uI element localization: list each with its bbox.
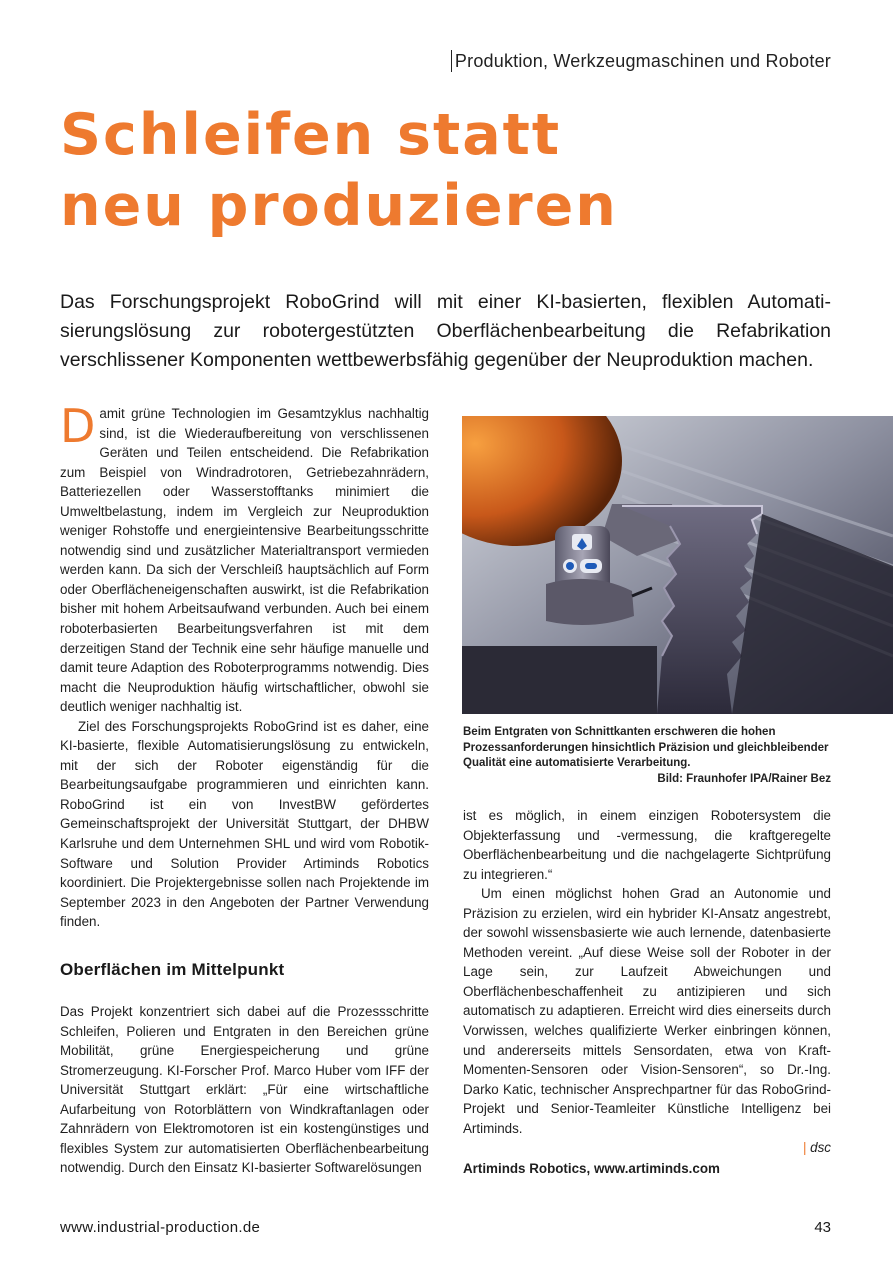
lead-line-3: verschlissener Komponenten wettbewerbsfähig gegenüber der Neuproduktion machen. xyxy=(60,349,814,371)
body-column-left xyxy=(60,399,429,932)
paragraph-goal: Ziel des Forschungsprojekts RoboGrind ist es daher, eine KI-basierte, flexible Automatisierungslösung zu entwickeln, mit der sich der Roboter eigenständig für die Bearbeitungsaufgabe programmieren und einrichten kann. RoboGrind ist ein von InvestBW gefördertes Gemeinschaftsprojekt der Universität Stuttgart, der DHBW Karlsruhe und dem Unternehmen SHL und wird vom Robotik-Software und Solution Provider Artiminds Robotics koordiniert. Die Projektergebnisse sollen nach Projektende im September 2023 in den Angeboten der Partner Verwendung finden. xyxy=(60,718,429,930)
article-photo xyxy=(462,416,893,714)
figure-caption xyxy=(463,725,831,787)
signature-text: dsc xyxy=(810,1140,831,1156)
lead-line-2: sierungslösung zur robotergestützten Oberflächenbearbeitung die Refabrikation xyxy=(60,320,831,342)
body-column-left-lower xyxy=(60,1002,429,1178)
paragraph-autonomy: Um einen möglichst hohen Grad an Autonomie und Präzision zu erzielen, wird ein hybrider KI-Ansatz angestrebt, der sowohl wissensbasierte wie auch lernende, datenbasierte Methoden vereint. „Auf diese Weise soll der Roboter in der Lage sein, zur Laufzeit Abweichungen und Oberflächenbeschaffenheit zu antizipieren und sich automatisch zu adaptieren. Erreicht wird dies einerseits durch Vorwissen, welches qualifizierte Werker einbringen können, und andererseits mittels Sensordaten, etwa von Kraft-Momenten-Sensoren oder Vision-Sensoren“, so Dr.-Ing. Darko Katic, technischer Ansprechpartner für das RoboGrind-Projekt und Senior-Teamleiter Künstliche Intelligenz bei Artiminds. xyxy=(463,886,831,1136)
caption-text: Beim Entgraten von Schnittkanten erschweren die hohen Prozessanforderungen hinsichtlich Präzision und gleichbleibender Qualität eine automatisierte Verarbeitung. xyxy=(463,726,829,769)
footer-url: www.industrial-production.de xyxy=(60,1219,261,1236)
signature-bar: | xyxy=(802,1140,807,1156)
photo-credit: Bild: Fraunhofer IPA/Rainer Bez xyxy=(657,772,831,785)
title-line-2: neu produzieren xyxy=(60,173,618,239)
section-header: Produktion, Werkzeugmaschinen und Roboter xyxy=(451,50,831,72)
author-signature xyxy=(463,1138,831,1158)
subheading: Oberflächen im Mittelpunkt xyxy=(60,960,285,979)
article-title xyxy=(60,100,618,242)
paragraph-focus: Das Projekt konzentriert sich dabei auf die Prozessschritte Schleifen, Polieren und Entgraten in den Bereichen grüne Mobilität, grüne Energiespeicherung und grüne Stromerzeugung. KI-Forscher Prof. Marco Huber vom IFF der Universität Stuttgart erklärt: „Für eine wirtschaftliche Aufarbeitung von Rotorblättern von Windkraftanlagen oder Zahnrädern von Elektromotoren ist ein kostengünstiges und flexibles System zur automatisierten Oberflächenbearbeitung notwendig. Durch den Einsatz KI-basierter Softwarelösungen xyxy=(60,1004,429,1176)
lead-line-1: Das Forschungsprojekt RoboGrind will mit einer KI-basierten, flexiblen Automati- xyxy=(60,291,831,313)
body-column-right xyxy=(463,806,831,1158)
page-number: 43 xyxy=(814,1219,831,1236)
paragraph-intro: Damit grüne Technologien im Gesamtzyklus nachhaltig sind, ist die Wiederaufbereitung von verschlissenen Geräten und Teilen entscheidend. Die Refabrikation zum Beispiel von Windradrotoren, Getriebezahnrädern, Batteriezellen oder Wasserstofftanks minimiert die Umweltbelastung, indem im Vergleich zur Neuproduktion weniger Rohstoffe und energieintensive Bearbeitungsschritte notwendig sind und zusätzlicher Materialtransport vermieden werden kann. Da sich der Verschleiß hauptsächlich auf Form oder Oberflächeneigenschaften auswirkt, ist die Refabrikation bisher mit hohem Arbeitsaufwand verbunden. Auch bei einem roboterbasierten Bearbeitungsverfahren ist mit dem derzeitigen Stand der Technik eine sehr häufige manuelle und damit teure Adaption des Roboterprogramms notwendig. Dies macht die Neuproduktion häufig wirtschaftlicher, obwohl sie deutlich weniger nachhaltig ist. xyxy=(60,399,429,715)
contact-line: Artiminds Robotics, www.artiminds.com xyxy=(463,1161,720,1176)
paragraph-integration: ist es möglich, in einem einzigen Robotersystem die Objekterfassung und -vermessung, die kraftgeregelte Oberflächenbearbeitung und die nachgelagerte Sichtprüfung zu integrieren.“ xyxy=(463,808,831,882)
drop-cap: D xyxy=(60,399,96,453)
title-line-1: Schleifen statt xyxy=(60,102,562,168)
deburring-robot-illustration xyxy=(462,416,893,714)
